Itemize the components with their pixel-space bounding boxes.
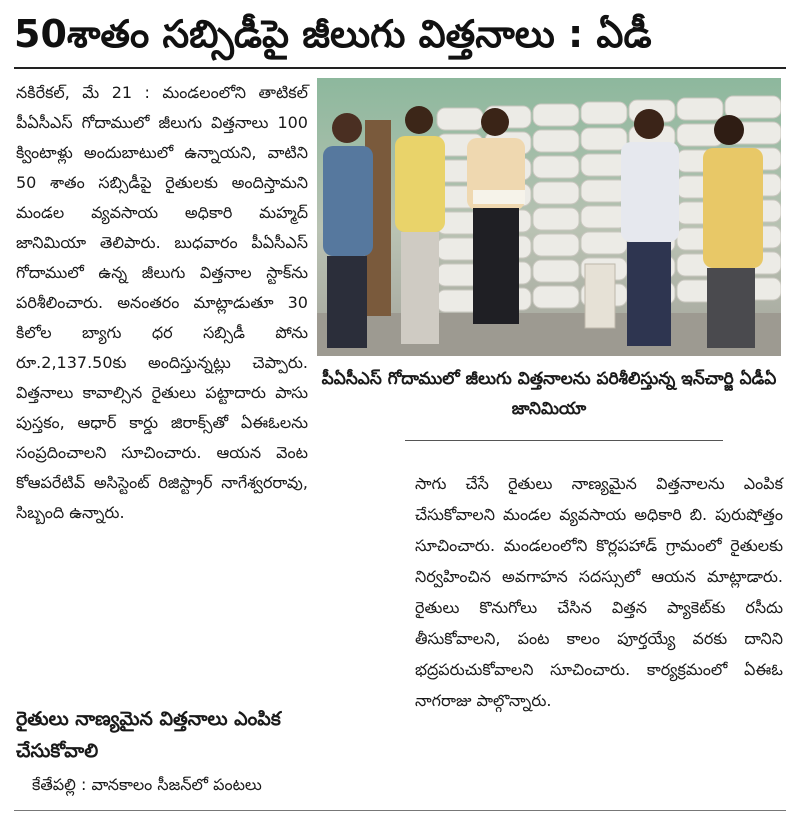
article2-body-continued: సాగు చేసే రైతులు నాణ్యమైన విత్తనాలను ఎంపిక చేసుకోవాలని మండల వ్యవసాయ అధికారి బి. పురుషోత్తం సూచించారు. మండలంలోని కొర్లపహాడ్ గ్రామంలో రైతులకు నిర్వహించిన అవగాహన సదస్సులో ఆయన మాట్లాడారు. రైతులు కొనుగోలు చేసిన విత్తన ప్యాకెట్‌కు రసీదు తీసుకోవాలని, పంట కాలం పూర్తయ్యే వరకు దానిని భద్రపరుచుకోవాలని సూచించారు. కార్యక్రమంలో ఏఈఓ నాగరాజు పాల్గొన్నారు. [415, 474, 783, 710]
warehouse-photo [317, 78, 781, 356]
article-body-left [16, 78, 308, 528]
person-3 [467, 108, 525, 324]
article2-body-start: కేతేపల్లి : వానకాలం సీజన్‌లో పంటలు [32, 775, 262, 794]
person-2 [395, 106, 445, 344]
article-body: నకిరేకల్, మే 21 : మండలంలోని తాటికల్ పీఏసీఎస్ గోదాములో జీలుగు విత్తనాలు 100 క్వింటాళ్లు అందుబాటులో ఉన్నాయని, వాటిని 50 శాతం సబ్సిడీపై రైతులకు అందిస్తామని మండల వ్యవసాయ అధికారి మహ్మద్ జానిమియా తెలిపారు. బుధవారం పీఏసీఎస్ గోదాములో ఉన్న జీలుగు విత్తనాల స్టాక్‌ను పరిశీలించారు. అనంతరం మాట్లాడుతూ 30 కిలోల బ్యాగు ధర సబ్సిడీ పోను రూ.2,137.50కు అందిస్తున్నట్లు చెప్పారు. విత్తనాలు కావాల్సిన రైతులు పట్టాదారు పాసు పుస్తకం, ఆధార్ కార్డు జిరాక్స్‌తో ఏఈఓలను సంప్రదించాలని సూచించారు. ఆయన వెంట కోఆపరేటివ్ అసిస్టెంట్ రిజిస్ట్రార్ నాగేశ్వరరావు, సిబ్బంది ఉన్నారు. [16, 83, 308, 522]
person-1 [323, 113, 373, 348]
warehouse-photo-illustration [317, 78, 781, 356]
person-4 [621, 109, 679, 346]
article-body-right [415, 468, 783, 716]
caption-rule [405, 440, 723, 441]
sub-headline: రైతులు నాణ్యమైన విత్తనాలు ఎంపిక చేసుకోవాలి [16, 708, 281, 762]
headline-rule [14, 67, 786, 69]
bottom-rule [14, 810, 786, 811]
photo-caption: పీఏసీఎస్ గోదాములో జీలుగు విత్తనాలను పరిశీలిస్తున్న ఇన్‌చార్జి ఏడీఏ జానిమియా [321, 369, 777, 419]
headline: 50శాతం సబ్సిడీపై జీలుగు విత్తనాలు : ఏడీ [14, 12, 652, 56]
person-5 [703, 115, 763, 348]
